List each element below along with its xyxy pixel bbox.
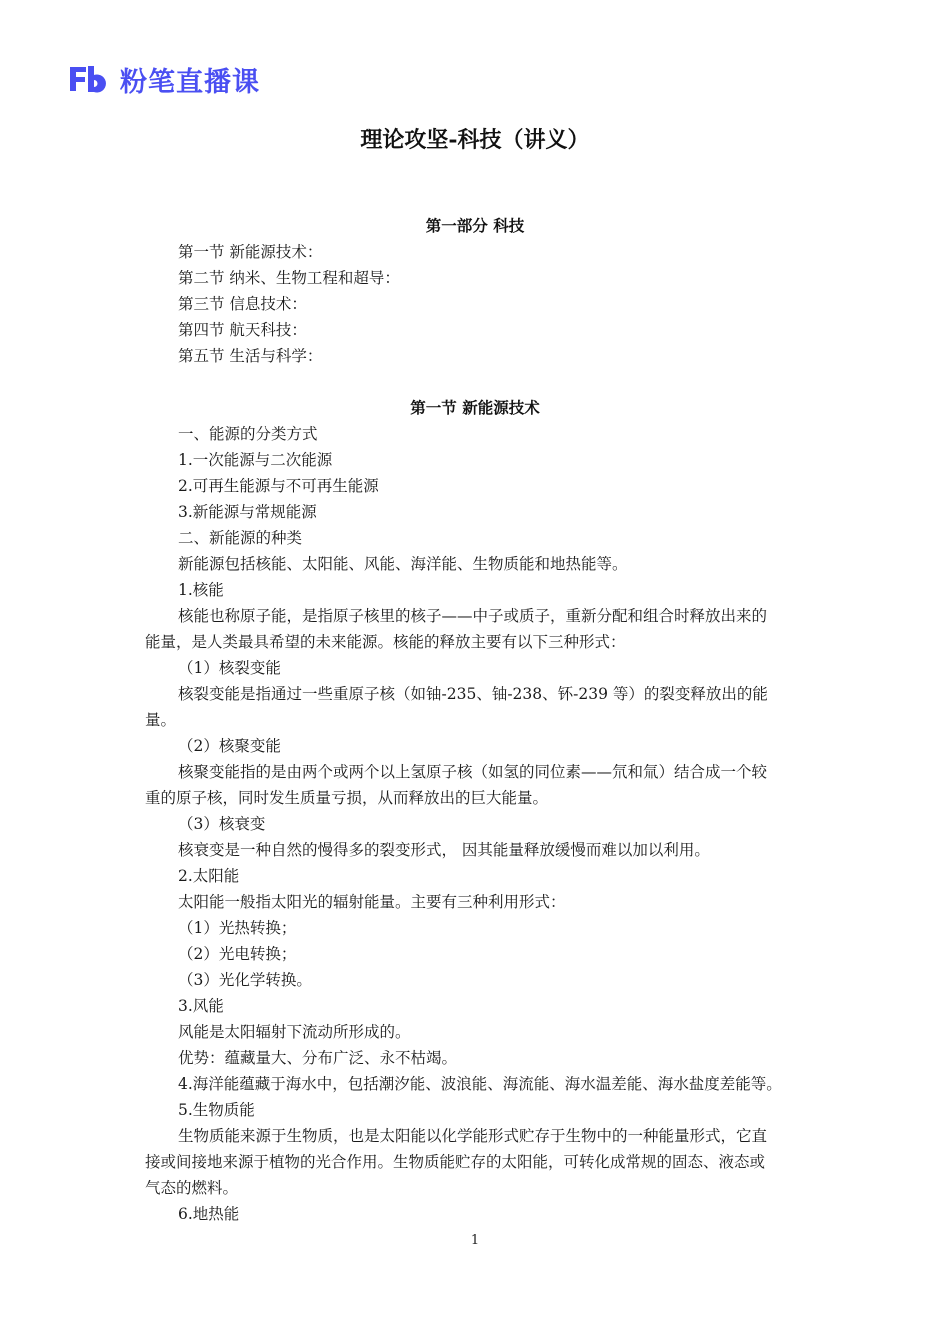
body-line: 二、新能源的种类 [178, 529, 303, 547]
toc-item: 第四节 航天科技： [178, 321, 307, 339]
body-line: 接或间接地来源于植物的光合作用。生物质能贮存的太阳能，可转化成常规的固态、液态或 [145, 1153, 766, 1171]
body-line: 太阳能一般指太阳光的辐射能量。主要有三种利用形式： [178, 893, 566, 911]
body-line: 能量，是人类最具希望的未来能源。核能的释放主要有以下三种形式： [145, 633, 626, 651]
body-line: 核衰变是一种自然的慢得多的裂变形式， 因其能量释放缓慢而难以加以利用。 [178, 841, 710, 859]
body-line: 5.生物质能 [178, 1101, 255, 1119]
page-number: 1 [470, 1233, 480, 1248]
body-line: 1.一次能源与二次能源 [178, 451, 333, 469]
body-line: 重的原子核，同时发生质量亏损，从而释放出的巨大能量。 [145, 789, 549, 807]
toc-item: 第五节 生活与科学： [178, 347, 323, 365]
body-line: 4.海洋能蕴藏于海水中，包括潮汐能、波浪能、海流能、海水温差能、海水盐度差能等。 [178, 1075, 782, 1093]
body-line: （2）光电转换； [178, 945, 297, 963]
body-line: （3）光化学转换。 [178, 971, 312, 989]
body-line: 风能是太阳辐射下流动所形成的。 [178, 1023, 411, 1041]
brand-logo [68, 62, 260, 96]
body-line: 生物质能来源于生物质，也是太阳能以化学能形式贮存于生物中的一种能量形式，它直 [178, 1127, 768, 1145]
part-heading: 第一部分 科技 [425, 216, 525, 235]
section-heading: 第一节 新能源技术 [410, 398, 540, 417]
body-line: 1.核能 [178, 581, 224, 599]
body-line: （1）核裂变能 [178, 659, 281, 677]
body-line: 新能源包括核能、太阳能、风能、海洋能、生物质能和地热能等。 [178, 555, 628, 573]
toc-item: 第三节 信息技术： [178, 295, 307, 313]
body-line: 6.地热能 [178, 1205, 240, 1223]
brand-name: 粉笔直播课 [120, 66, 260, 98]
body-line: 一、能源的分类方式 [178, 425, 318, 443]
body-line: 优势：蕴藏量大、分布广泛、永不枯竭。 [178, 1049, 458, 1067]
toc-item: 第一节 新能源技术： [178, 243, 323, 261]
body-line: 2.太阳能 [178, 867, 240, 885]
body-line: 气态的燃料。 [145, 1179, 239, 1197]
body-line: 核能也称原子能，是指原子核里的核子——中子或质子，重新分配和组合时释放出来的 [178, 607, 768, 625]
body-line: （2）核聚变能 [178, 737, 281, 755]
toc-item: 第二节 纳米、生物工程和超导： [178, 269, 400, 287]
body-line: （1）光热转换； [178, 919, 297, 937]
fb-logo-icon [68, 64, 112, 94]
body-line: （3）核衰变 [178, 815, 266, 833]
body-line: 核裂变能是指通过一些重原子核（如铀-235、铀-238、钚-239 等）的裂变释放出的能 [178, 685, 768, 703]
body-line: 3.风能 [178, 997, 224, 1015]
body-line: 3.新能源与常规能源 [178, 503, 317, 521]
document-title: 理论攻坚-科技（讲义） [360, 127, 590, 153]
body-line: 量。 [145, 711, 177, 729]
body-line: 核聚变能指的是由两个或两个以上氢原子核（如氢的同位素——氘和氚）结合成一个较 [178, 763, 768, 781]
body-line: 2.可再生能源与不可再生能源 [178, 477, 379, 495]
